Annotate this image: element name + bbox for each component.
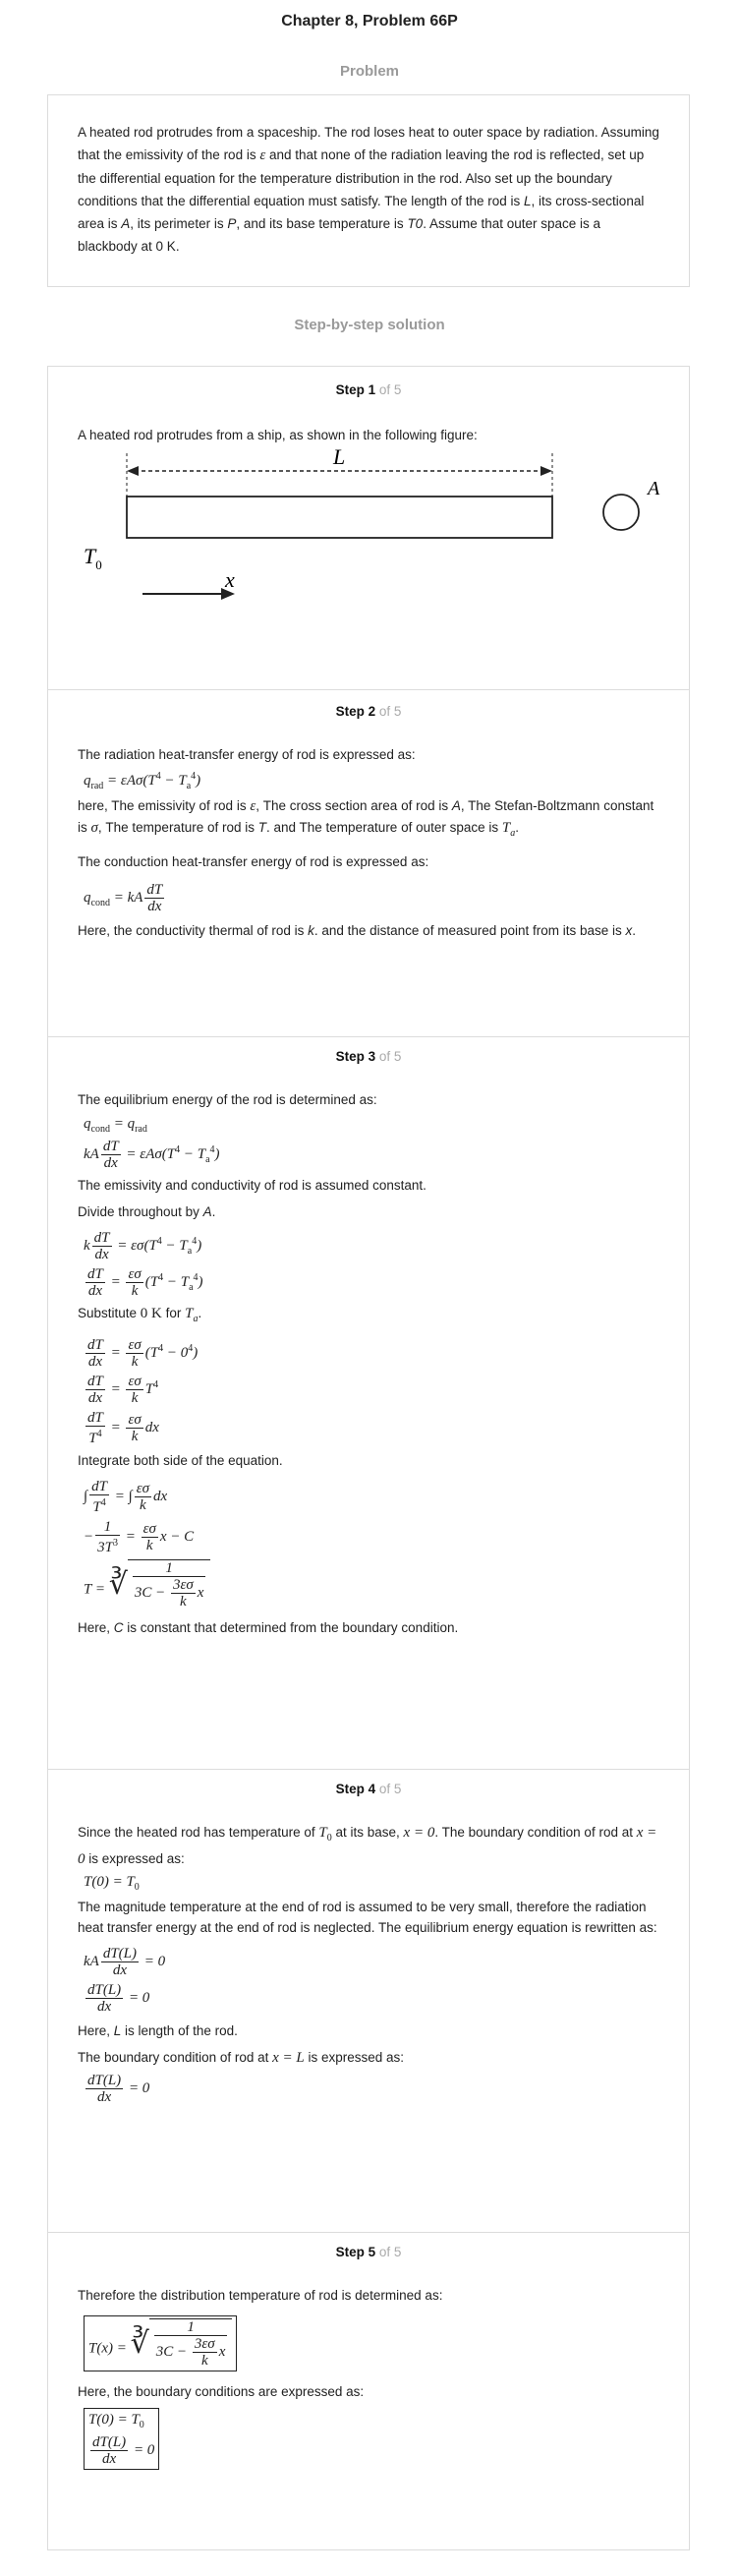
- substituted-equation-2: $\frac{dT}{dx}$ = $\frac{\varepsilon\sigma}{k}$ $T^4$: [87, 1374, 159, 1406]
- step-2-text-1: The radiation heat-transfer energy of rod is expressed as:: [78, 747, 416, 762]
- x-axis-label: x: [225, 567, 235, 592]
- step-3-text-5: Integrate both side of the equation.: [78, 1453, 283, 1468]
- problem-statement: A heated rod protrudes from a spaceship. The rod loses heat to outer space by radiation. Assuming that the emissivity of the rod is ε and that none of the radiation leaving the rod is reflected, set up the differential equation for the temperature distribution in the rod. Also set up the boundary conditions that the differential equation must satisfy. The length of the rod is L, its cross-sectional area is A, its perimeter is P, and its base temperature is T0. Assume that outer space is a blackbody at 0 K.: [78, 125, 659, 254]
- step-5: [48, 2232, 689, 2553]
- equilibrium-equation-1: $q_{cond} = q_{rad}$: [84, 1116, 147, 1135]
- step-2: [48, 689, 689, 1036]
- cross-section-circle: [603, 495, 639, 530]
- step-4: [48, 1769, 689, 2232]
- step-1-text: A heated rod protrudes from a ship, as shown in the following figure:: [78, 428, 478, 442]
- solution-card: [47, 366, 690, 2550]
- base-temp-label: $T_0$: [84, 544, 102, 572]
- step-1: [48, 367, 689, 689]
- step-1-header: Step 1 of 5: [335, 382, 402, 397]
- integral-equation: ∫ $\frac{dT}{T^4}$ = ∫ $\frac{\varepsilon\sigma}{k}$ dx: [84, 1479, 168, 1515]
- page-title: Chapter 8, Problem 66P: [281, 13, 458, 29]
- equilibrium-equation-2: kA $\frac{dT}{dx}$ = $\varepsilon A\sigma(T^4 - T_a^4)$: [84, 1139, 220, 1171]
- step-4-text-2: The magnitude temperature at the end of rod is assumed to be very small, therefore the radiation heat transfer energy at the end of rod is neglected. The equilibrium energy equation is rewritten as:: [78, 1900, 657, 1935]
- area-label: A: [648, 478, 660, 499]
- step-4-header: Step 4 of 5: [335, 1782, 402, 1796]
- step-2-text-2: here, The emissivity of rod is ε, The cross section area of rod is A, The Stefan-Boltzmann constant is σ, The temperature of rod is T. and The temperature of outer space is $T_a$.: [78, 798, 654, 839]
- solution-heading: Step-by-step solution: [294, 317, 445, 333]
- step-3-text-1: The equilibrium energy of the rod is determined as:: [78, 1092, 377, 1107]
- final-boundary-conditions: $T(0) = T_0$ $\frac{dT(L)}{dx}$ = 0: [84, 2408, 659, 2470]
- step-3-text-2: The emissivity and conductivity of rod is assumed constant.: [78, 1178, 426, 1193]
- step-2-text-4: Here, the conductivity thermal of rod is k. and the distance of measured point from its base is x.: [78, 923, 637, 938]
- rod-figure: [48, 445, 689, 672]
- step-4-text-4: The boundary condition of rod at x = L is expressed as:: [78, 2050, 405, 2066]
- divided-equation-2: $\frac{dT}{dx}$ = $\frac{\varepsilon\sigma}{k}$ $(T^4 - T_a^4)$: [87, 1266, 203, 1299]
- divided-equation-1: k $\frac{dT}{dx}$ = $\varepsilon\sigma(T^4 - T_a^4)$: [84, 1230, 202, 1262]
- base-boundary-condition: $T(0) = T_0$: [84, 1874, 140, 1893]
- step-2-text-3: The conduction heat-transfer energy of rod is expressed as:: [78, 854, 429, 869]
- final-temperature-distribution: T(x) = ∛ 1 3C − $\frac{3\varepsilon\sigma}{k}$ x: [84, 2315, 659, 2371]
- step-2-header: Step 2 of 5: [335, 704, 402, 719]
- step-5-header: Step 5 of 5: [335, 2245, 402, 2259]
- end-boundary-condition: $\frac{dT(L)}{dx}$ = 0: [87, 2073, 150, 2105]
- step-4-text-3: Here, L is length of the rod.: [78, 2023, 238, 2038]
- separated-equation: $\frac{dT}{T^4}$ = $\frac{\varepsilon\sigma}{k}$ dx: [87, 1410, 159, 1446]
- step-3-text-3: Divide throughout by A.: [78, 1204, 216, 1219]
- length-label: L: [333, 445, 346, 469]
- step-3-text-4: Substitute 0 K for $T_a$.: [78, 1306, 202, 1324]
- step-5-text-1: Therefore the distribution temperature of rod is determined as:: [78, 2288, 443, 2303]
- integrated-equation: − $\frac{1}{3T^3}$ = $\frac{\varepsilon\sigma}{k}$ x − C: [84, 1519, 195, 1555]
- temperature-solution-step3: T = ∛ 1 3C − $\frac{3\varepsilon\sigma}{k}$ x: [84, 1559, 659, 1610]
- end-equilibrium-equation-2: $\frac{dT(L)}{dx}$ = 0: [87, 1982, 150, 2015]
- conduction-equation: $q_{cond}$ = kA $\frac{dT}{dx}$: [84, 882, 163, 914]
- problem-card: [47, 94, 690, 287]
- step-5-text-2: Here, the boundary conditions are expressed as:: [78, 2384, 365, 2399]
- step-3-header: Step 3 of 5: [335, 1049, 402, 1064]
- step-3: [48, 1036, 689, 1769]
- rod-body: [127, 497, 552, 538]
- radiation-equation: $q_{rad} = \varepsilon A\sigma(T^4 - T_a^4)$: [84, 771, 201, 791]
- problem-heading: Problem: [339, 63, 399, 80]
- substituted-equation-1: $\frac{dT}{dx}$ = $\frac{\varepsilon\sigma}{k}$ $(T^4 - 0^4)$: [87, 1337, 199, 1370]
- end-equilibrium-equation-1: kA $\frac{dT(L)}{dx}$ = 0: [84, 1946, 166, 1978]
- step-4-text-1: Since the heated rod has temperature of $T_0$ at its base, x = 0. The boundary condition of rod at x = 0 is expressed as:: [78, 1825, 657, 1867]
- step-3-text-6: Here, C is constant that determined from the boundary condition.: [78, 1620, 459, 1635]
